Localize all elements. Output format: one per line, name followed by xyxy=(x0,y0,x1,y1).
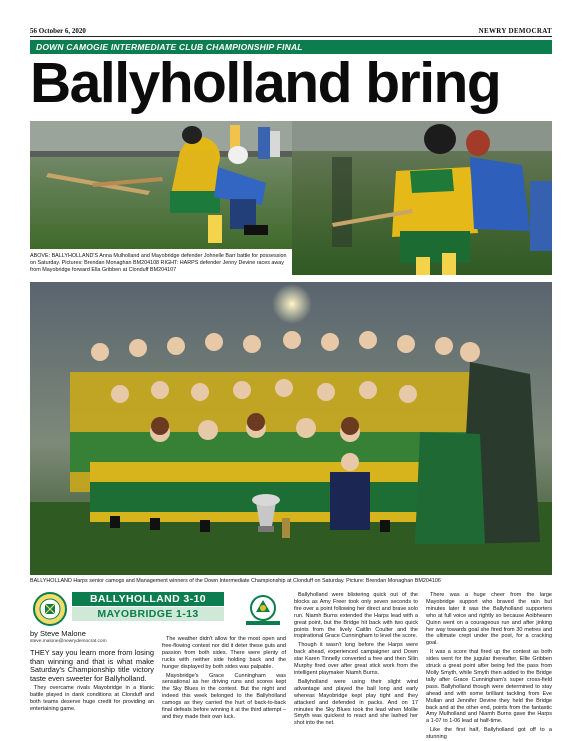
byline-author xyxy=(30,629,154,638)
photo-defender-runs xyxy=(292,121,552,275)
photo-tackle-left xyxy=(30,121,292,249)
section-banner-label: DOWN CAMOGIE INTERMEDIATE CLUB CHAMPIONSHIP FINAL xyxy=(36,42,303,52)
byline-prefix: by xyxy=(30,629,38,638)
byline xyxy=(30,629,154,644)
article-column-2 xyxy=(162,636,286,730)
folio-rule xyxy=(30,36,552,37)
article-column-3 xyxy=(294,592,418,730)
score-away: MAYOBRIDGE 1-13 xyxy=(72,607,224,621)
scoreboard xyxy=(72,592,224,622)
article-lead-paragraph: THEY say you learn more from losing than winning and that is what make Saturday's Championship title victory taste even sweeter for Ballyholland. xyxy=(30,648,154,683)
photo-caption-team: BALLYHOLLAND Harps senior camogs and Management winners of the Down Intermediate Championship at Clonduff on Saturday. Picture: Brendan Monaghan BM204106 xyxy=(30,578,441,584)
article-paragraph: Though it wasn't long before the Harps were back ahead, experienced campaigner and Down star Karen Tinnelly converted a free and then Silin Murphy fired over after great stick work from the intelligent playmaker Niamh Burns. xyxy=(294,642,418,676)
ballyholland-crest-icon xyxy=(32,592,68,626)
article-paragraph: It was a score that fired up the contest as both sides went for the jugular thereafter. Ellie Gribben struck a great point after being fed the pass from Molly Smyth, while Smyth then added to the Bridge tally after Grace Cunningham's super cross-field pass. Ballyholland though were determined to stay ahead and with some brilliant tackling from Eve Mullan and Jennifer Devine they held the Bridge back and at the other end, points from the fantastic Amy Mulholland and Niamh Burns gave the Harps a 1-07 to 1-06 lead at half-time. xyxy=(426,649,552,725)
score-home: BALLYHOLLAND 3-10 xyxy=(72,592,224,606)
article-paragraph: There was a huge cheer from the large Mayobridge support who braved the rain but minutes later it was the Ballyholland supporters who at full voice and rightly so because Aoibheann Quinn went on a courageous run and after jinking her way towards goal she fired from 30 metres and the ultimate crept under the post, for a cracking goal. xyxy=(426,592,552,647)
article-paragraph: Like the first half, Ballyholland got off to a stunning xyxy=(426,727,552,741)
page-number-date: 56 October 6, 2020 xyxy=(30,27,86,35)
headline: Ballyholland bring xyxy=(30,51,501,115)
masthead-name: NEWRY DEMOCRAT xyxy=(478,27,552,35)
camogie-association-logo-icon xyxy=(240,592,286,628)
photo-team-celebration xyxy=(30,282,552,575)
article-paragraph: Mayobridge's Grace Cunningham was sensational as her driving runs and scores kept the Sky Blues in the contest. But the night and indeed this week belonged to the Ballyholland camogs as they carried the hurt of back-to-back final defeats before winning it at the third attempt – and they made their own luck. xyxy=(162,672,286,720)
article-paragraph: They overcame rivals Mayobridge in a titanic battle played in dank conditions at Clonduff and both teams deserve huge credit for providing an entertaining game. xyxy=(30,685,154,713)
article-paragraph: The weather didn't allow for the most open and free-flowing contest nor did it deter these guts and passion from both sides. There were plenty of rucks with neither side holding back and the hunger displayed by both sides was palpable. xyxy=(162,636,286,670)
photo-caption-top: ABOVE: BALLYHOLLAND'S Anna Mulholland and Mayobridge defender Johnelle Barr battle for possession on Saturday. Pictures: Brendan Monaghan BM204108 RIGHT: HARPS defender Jenny Devine races away from Mayobridge forward Ella Gribben at Clonduff BM204107 xyxy=(30,253,287,273)
article-paragraph: Ballyholland were blistering quick out of the blocks as Amy Freer took only seven seconds to fire over a point following her direct and brave solo run. Niamh Burns extended the Harps lead with a great point, but the Bridge hit back with two quick points from the lively Caitlin Coulter and the inspirational Grace Cunningham to level the score. xyxy=(294,592,418,640)
byline-email[interactable]: steve.malone@newrydemocrat.com xyxy=(30,639,107,644)
article-column-4 xyxy=(426,592,552,741)
article-paragraph: Ballyholland were using their slight wind advantage and played the ball long and early whereas Mayobridge kept play tight and they attacked and defended in packs. And on 17 minutes the Sky Blues took the lead when Mollie Smyth was quickest to react and she lashed her shot into the net. xyxy=(294,678,418,727)
byline-name: Steve Malone xyxy=(40,629,86,638)
article-column-1 xyxy=(30,649,154,729)
